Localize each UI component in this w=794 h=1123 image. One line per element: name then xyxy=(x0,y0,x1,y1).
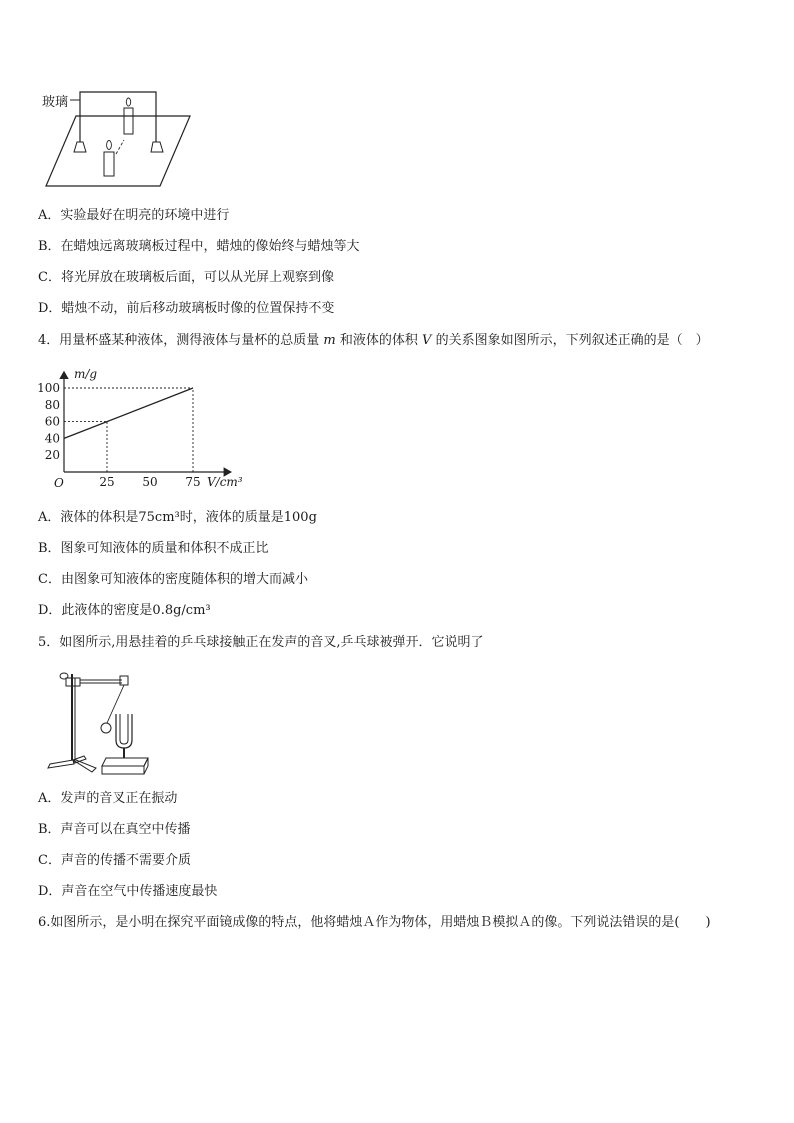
mass-volume-chart xyxy=(36,364,243,494)
q5-option-a: A．发声的音叉正在振动 xyxy=(38,791,178,806)
y-tick-label: 60 xyxy=(44,414,60,429)
y-tick-label: 40 xyxy=(44,431,60,446)
q5-option-d: D．声音在空气中传播速度最快 xyxy=(38,884,218,899)
glass-plate-figure xyxy=(38,84,198,192)
x-axis-label: V/cm³ xyxy=(207,475,243,489)
q3-option-b: B．在蜡烛远离玻璃板过程中，蜡烛的像始终与蜡烛等大 xyxy=(38,239,360,254)
y-tick-label: 80 xyxy=(44,397,60,412)
x-tick-label: 50 xyxy=(142,475,158,489)
y-tick-label: 100 xyxy=(37,381,60,395)
q4-option-d: D．此液体的密度是0.8g/cm³ xyxy=(38,603,211,618)
y-axis-label: m/g xyxy=(74,367,98,381)
q3-option-d: D．蜡烛不动，前后移动玻璃板时像的位置保持不变 xyxy=(38,301,335,316)
q4-symbol-v: V xyxy=(422,333,432,348)
q4-stem xyxy=(38,332,709,350)
q5-stem: 5．如图所示,用悬挂着的乒乓球接触正在发声的音叉,乒乓球被弹开．它说明了 xyxy=(38,635,484,650)
q4-option-c: C．由图象可知液体的密度随体积的增大而减小 xyxy=(38,572,308,587)
q4-symbol-m: m xyxy=(323,333,336,348)
x-tick-label: 25 xyxy=(99,475,115,489)
q4-stem-post: 的关系图象如图所示，下列叙述正确的是（ ） xyxy=(435,333,709,348)
q6-stem: 6.如图所示，是小明在探究平面镜成像的特点，他将蜡烛Ａ作为物体，用蜡烛Ｂ模拟Ａ的像。下列说法错误的是( ) xyxy=(38,915,711,930)
x-tick-label: 75 xyxy=(185,475,201,489)
glass-label: 玻璃 xyxy=(42,95,69,110)
origin-label: O xyxy=(54,476,64,490)
tuning-fork-figure xyxy=(40,664,190,780)
q4-option-b: B．图象可知液体的质量和体积不成正比 xyxy=(38,541,269,556)
q5-option-c: C．声音的传播不需要介质 xyxy=(38,853,191,868)
q3-option-c: C．将光屏放在玻璃板后面，可以从光屏上观察到像 xyxy=(38,270,334,285)
q4-stem-mid: 和液体的体积 xyxy=(339,333,418,348)
series-line xyxy=(64,388,193,438)
q4-stem-pre: 4．用量杯盛某种液体，测得液体与量杯的总质量 xyxy=(38,333,320,348)
q3-option-a: A．实验最好在明亮的环境中进行 xyxy=(38,208,230,223)
q4-option-a: A．液体的体积是75cm³时，液体的质量是100g xyxy=(38,510,317,525)
q5-option-b: B．声音可以在真空中传播 xyxy=(38,822,191,837)
y-tick-label: 20 xyxy=(44,448,60,463)
